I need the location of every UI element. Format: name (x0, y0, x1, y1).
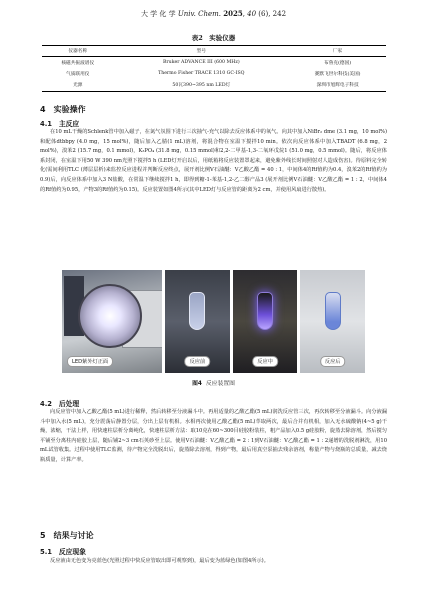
journal-issue: (6) (258, 10, 269, 18)
figure-panel-during (233, 270, 298, 373)
table-row (42, 79, 386, 91)
table-header-cell: 仪器名称 (42, 46, 114, 57)
instrument-table (42, 45, 386, 92)
table-cell: Bruker ADVANCE III (600 MHz) (162, 60, 240, 66)
table-cell: 光源 (42, 79, 114, 91)
table-title: 表2 实验仪器 (191, 34, 236, 42)
section-5-heading: 5 结果与讨论 (40, 531, 94, 540)
table-header-cell: 型号 (114, 46, 290, 57)
section-4-1-paragraph: 在10 mL干燥的Schlenk管中加入磁子，在氮气氛围下进行三次抽气-充气以除去反应体系中的氧气。向其中加入NiBr₂ dme (3.1 mg，10 mol%)和配体dtbbpy (4.0 mg，15 mol%)，随后加入乙腈(1 mL)溶剂，将混合物在室温下搅拌10 min。依次向反应体系中加入TBADT (6.8 mg，2 mol%)，溴苯2 (15.7 mg，0.1 mmol)，K₃PO₄ (31.8 mg，0.15 mmol)和2,2-二甲基-1,3-二氧环戊烷1 (51.0 mg，0.5 mmol)。随后，将反应体系封闭，在室温下用50 W 390 nm光照下搅拌5 h (LED灯开启以后，用纸箱将反应装置罩起来，避免紫外线长时间照射对人造成伤害)。待原料完全转化(需间利用TLC (薄层层析)来监控反应进程并判断反应终点，展开剂比例V石油醚：V乙酸乙酯 = 40 : 1，中间体4的Rf值约为0.4，溴苯2的Rf值约为0.9)后，向反应体系中加入3 N盐酸，在常温下继续搅拌1 h，即得到糖-1-苯基-1,2-乙二醇产品3 (展开剂比例V石油醚：V乙酸乙酯 = 1 : 2，中间体4的Rf值约为0.95，产物3的Rf值约为0.15)。反应装置如图4所示(其中LED灯与反应管的距离为2 cm，并使用风扇进行散热)。 (40, 129, 387, 193)
reaction-tube-icon (257, 292, 273, 330)
section-5-1-heading: 5.1 反应现象 (40, 548, 87, 556)
section-4-2-paragraph: 向反应管中加入乙酸乙酯(5 mL)进行稀释，然后转移至分液漏斗中。再用适量的乙酸乙酯(5 mL)润洗反应管三次，再次转移至分液漏斗。向分液漏斗中加入水(5 mL)，充分震荡后静置分层，分出上层有机相。水相再次使用乙酸乙酯(5 mL)萃取两次，最后合并有机相，加入无水硫酸钠(4~5 g)干燥，浓缩，干法上样，用快速柱层析分离纯化，快速柱层析方法：取10克在60~300目硅胶粉装柱，粗产品加入0.5 g硅胶粉，旋蒸去除溶剂，然后搅匀平铺至分离柱内硅胶上层，随后铺2~3 cm石英砂至上层。使用V石油醚：V乙酸乙酯 = 2 : 1到V石油醚：V乙酸乙酯 = 1 : 2递增的洗脱剂淋洗，用10 mL试管收集。过程中使用TLC监测，待产物完全洗脱出后，旋蒸除去溶剂，得到产物，最后用真空泵抽去残余溶剂，称量产物与烧瓶的总质量，减去烧瓶质量，计算产率。 (40, 409, 387, 463)
table-cell: 气质联用仪 (66, 71, 90, 77)
reaction-tube-icon (325, 292, 341, 330)
running-header: 大 学 化 学 Univ. Chem. 2025, 40 (6), 242 (140, 9, 287, 18)
journal-cn: 大 学 化 学 (140, 10, 176, 18)
table-row (42, 57, 386, 69)
section-5-1-paragraph: 反应液由无色变为亮蓝色(光照过程中快反应管取出即可观察到)，最后变为蓝绿色(如图4所示)。 (50, 558, 269, 564)
figure-panel-led-front (62, 270, 162, 373)
table-cell: 深圳市旭辉电子科技 (289, 79, 386, 91)
table-cell: Thermo Fisher TRACE 1310 GC-ISQ (158, 71, 245, 77)
table-header-row (42, 46, 386, 57)
table-cell: 赛默飞世尔科技(美国) (314, 71, 361, 77)
panel-label: 反应中 (252, 356, 278, 367)
figure-caption-text: 反应装置图 (205, 381, 235, 387)
figure-panel-before (165, 270, 230, 373)
led-lamp-icon (78, 284, 142, 348)
panel-label: 反应后 (320, 356, 346, 367)
section-4-2-heading: 4.2 后处理 (40, 400, 80, 408)
journal-year: 2025 (223, 9, 243, 18)
table-cell: 布鲁克(德国) (324, 60, 352, 66)
table-cell: 50瓦390~395 nm LED灯 (114, 79, 290, 91)
section-4-heading: 4 实验操作 (40, 105, 86, 114)
table-header-cell: 厂家 (289, 46, 386, 57)
journal-volume: 40 (247, 10, 257, 18)
figure-panel-after (300, 270, 365, 373)
reaction-apparatus-figure (62, 270, 365, 373)
journal-page: 242 (272, 10, 287, 18)
figure-caption (0, 378, 427, 387)
panel-label: 反应前 (185, 356, 211, 367)
figure-caption-number: 图4 (192, 381, 202, 387)
table-row (42, 68, 386, 79)
section-4-1-heading: 4.1 主反应 (40, 120, 80, 128)
panel-label: LED紫外灯正面 (67, 356, 113, 367)
reaction-tube-icon (189, 292, 205, 330)
journal-en: Univ. Chem. (177, 10, 221, 18)
table-cell: 核磁共振波谱仪 (61, 60, 95, 66)
